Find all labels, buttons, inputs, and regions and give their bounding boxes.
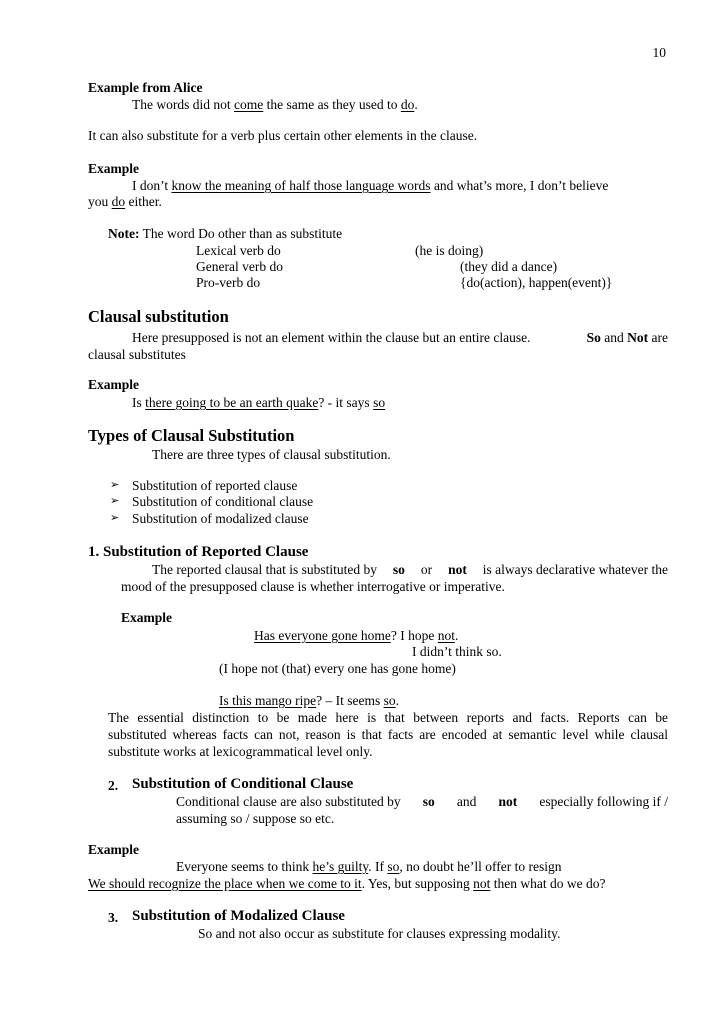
underlined-text: so <box>387 859 400 874</box>
example-heading: Example from Alice <box>88 80 203 95</box>
text: is always declarative whatever the <box>482 562 668 577</box>
text: Everyone seems to think <box>176 859 313 874</box>
note-row-right: (they did a dance) <box>460 259 558 274</box>
text: The reported clausal that is substituted by <box>152 562 377 577</box>
note-text: The word Do other than as substitute <box>139 226 343 241</box>
note-row-right: (he is doing) <box>415 243 484 258</box>
example-line <box>132 177 608 194</box>
text: and what’s more, I don’t believe <box>430 178 609 193</box>
text: . <box>414 97 418 112</box>
example-heading: Example <box>121 610 173 625</box>
text: you <box>88 194 112 209</box>
subsection-heading: Substitution of Modalized Clause <box>132 908 345 924</box>
note-row-right: {do(action), happen(event)} <box>460 275 613 290</box>
example-line <box>176 858 561 875</box>
text: . Yes, but supposing <box>361 876 474 891</box>
example-line <box>88 193 162 210</box>
paragraph-line: clausal substitutes <box>88 347 186 362</box>
text: especially following if / <box>539 794 668 809</box>
example-line <box>254 627 458 644</box>
subsection-heading: Substitution of Conditional Clause <box>132 776 354 792</box>
text: Here presupposed is not an element within the clause but an entire clause. <box>132 330 531 345</box>
text: or <box>420 562 433 577</box>
paragraph-line: There are three types of clausal substitution. <box>152 447 391 462</box>
paragraph: It can also substitute for a verb plus certain other elements in the clause. <box>88 128 478 143</box>
text: the same as they used to <box>263 97 401 112</box>
section-heading: Types of Clausal Substitution <box>88 426 295 445</box>
paragraph-line: assuming so / suppose so etc. <box>176 811 335 826</box>
text: . If <box>368 859 388 874</box>
bold-text: so <box>392 562 405 577</box>
text: Is <box>132 395 146 410</box>
page-number: 10 <box>652 45 666 60</box>
subsection-number: 2. <box>108 778 119 793</box>
list-item: Substitution of conditional clause <box>132 494 314 509</box>
text: ? I hope <box>390 628 438 643</box>
note-row-left: Lexical verb do <box>196 243 281 258</box>
subsection-number: 3. <box>108 910 119 925</box>
example-heading: Example <box>88 161 140 176</box>
text: The words did not <box>132 97 234 112</box>
example-line <box>219 692 399 709</box>
underlined-text: know the meaning of half those language words <box>171 178 431 193</box>
paragraph-line: substituted whereas facts can not, reason is that facts are encoded at semantic level while clausal <box>108 727 668 742</box>
text: ? – It seems <box>316 693 384 708</box>
example-line <box>132 394 385 411</box>
underlined-text: do <box>111 194 126 209</box>
bold-text: so <box>422 794 435 809</box>
text: . <box>395 693 399 708</box>
underlined-text: We should recognize the place when we come to it <box>88 876 362 891</box>
bold-text: Not <box>627 330 649 345</box>
underlined-text: Is this mango ripe <box>219 693 317 708</box>
note-row-left: Pro-verb do <box>196 275 261 290</box>
underlined-text: come <box>234 97 264 112</box>
section-heading: Clausal substitution <box>88 307 229 326</box>
example-heading: Example <box>88 377 140 392</box>
text: either. <box>125 194 162 209</box>
text-group <box>587 329 668 346</box>
paragraph-line: The essential distinction to be made here is that between reports and facts. Reports can be <box>108 710 668 725</box>
arrow-bullet-icon: ➢ <box>110 479 120 491</box>
text: , no doubt he’ll offer to resign <box>399 859 562 874</box>
text: and <box>456 794 477 809</box>
text: are <box>651 330 668 345</box>
bold-text: So <box>586 330 601 345</box>
underlined-text: there going to be an earth quake <box>145 395 319 410</box>
example-line: I didn’t think so. <box>412 644 502 659</box>
underlined-text: do <box>400 97 415 112</box>
example-line <box>88 875 605 892</box>
paragraph-line <box>152 561 668 578</box>
paragraph-line: substitute works at lexicogrammatical level only. <box>108 744 373 759</box>
paragraph-line: So and not also occur as substitute for clauses expressing modality. <box>198 926 561 941</box>
bold-text: not <box>448 562 467 577</box>
example-heading: Example <box>88 842 140 857</box>
paragraph-line <box>176 793 668 810</box>
text: and <box>604 330 624 345</box>
example-line: (I hope not (that) every one has gone home) <box>219 661 456 676</box>
paragraph-line <box>132 329 668 346</box>
list-item: Substitution of reported clause <box>132 478 298 493</box>
note-label: Note: <box>108 226 140 241</box>
text: then what do we do? <box>490 876 606 891</box>
underlined-text: not <box>437 628 455 643</box>
arrow-bullet-icon: ➢ <box>110 495 120 507</box>
list-item: Substitution of modalized clause <box>132 511 309 526</box>
note-line <box>108 225 342 242</box>
underlined-text: Has everyone gone home <box>254 628 391 643</box>
example-line <box>132 96 418 113</box>
underlined-text: so <box>373 395 386 410</box>
underlined-text: so <box>383 693 396 708</box>
underlined-text: he’s guilty <box>312 859 369 874</box>
text: ? - it says <box>318 395 374 410</box>
bold-text: not <box>498 794 518 809</box>
underlined-text: not <box>473 876 491 891</box>
text: . <box>454 628 459 643</box>
paragraph-line: mood of the presupposed clause is whether interrogative or imperative. <box>121 579 505 594</box>
text: Conditional clause are also substituted by <box>176 794 401 809</box>
arrow-bullet-icon: ➢ <box>110 512 120 524</box>
subsection-heading: 1. Substitution of Reported Clause <box>88 544 309 560</box>
note-row-left: General verb do <box>196 259 283 274</box>
text: I don’t <box>132 178 172 193</box>
